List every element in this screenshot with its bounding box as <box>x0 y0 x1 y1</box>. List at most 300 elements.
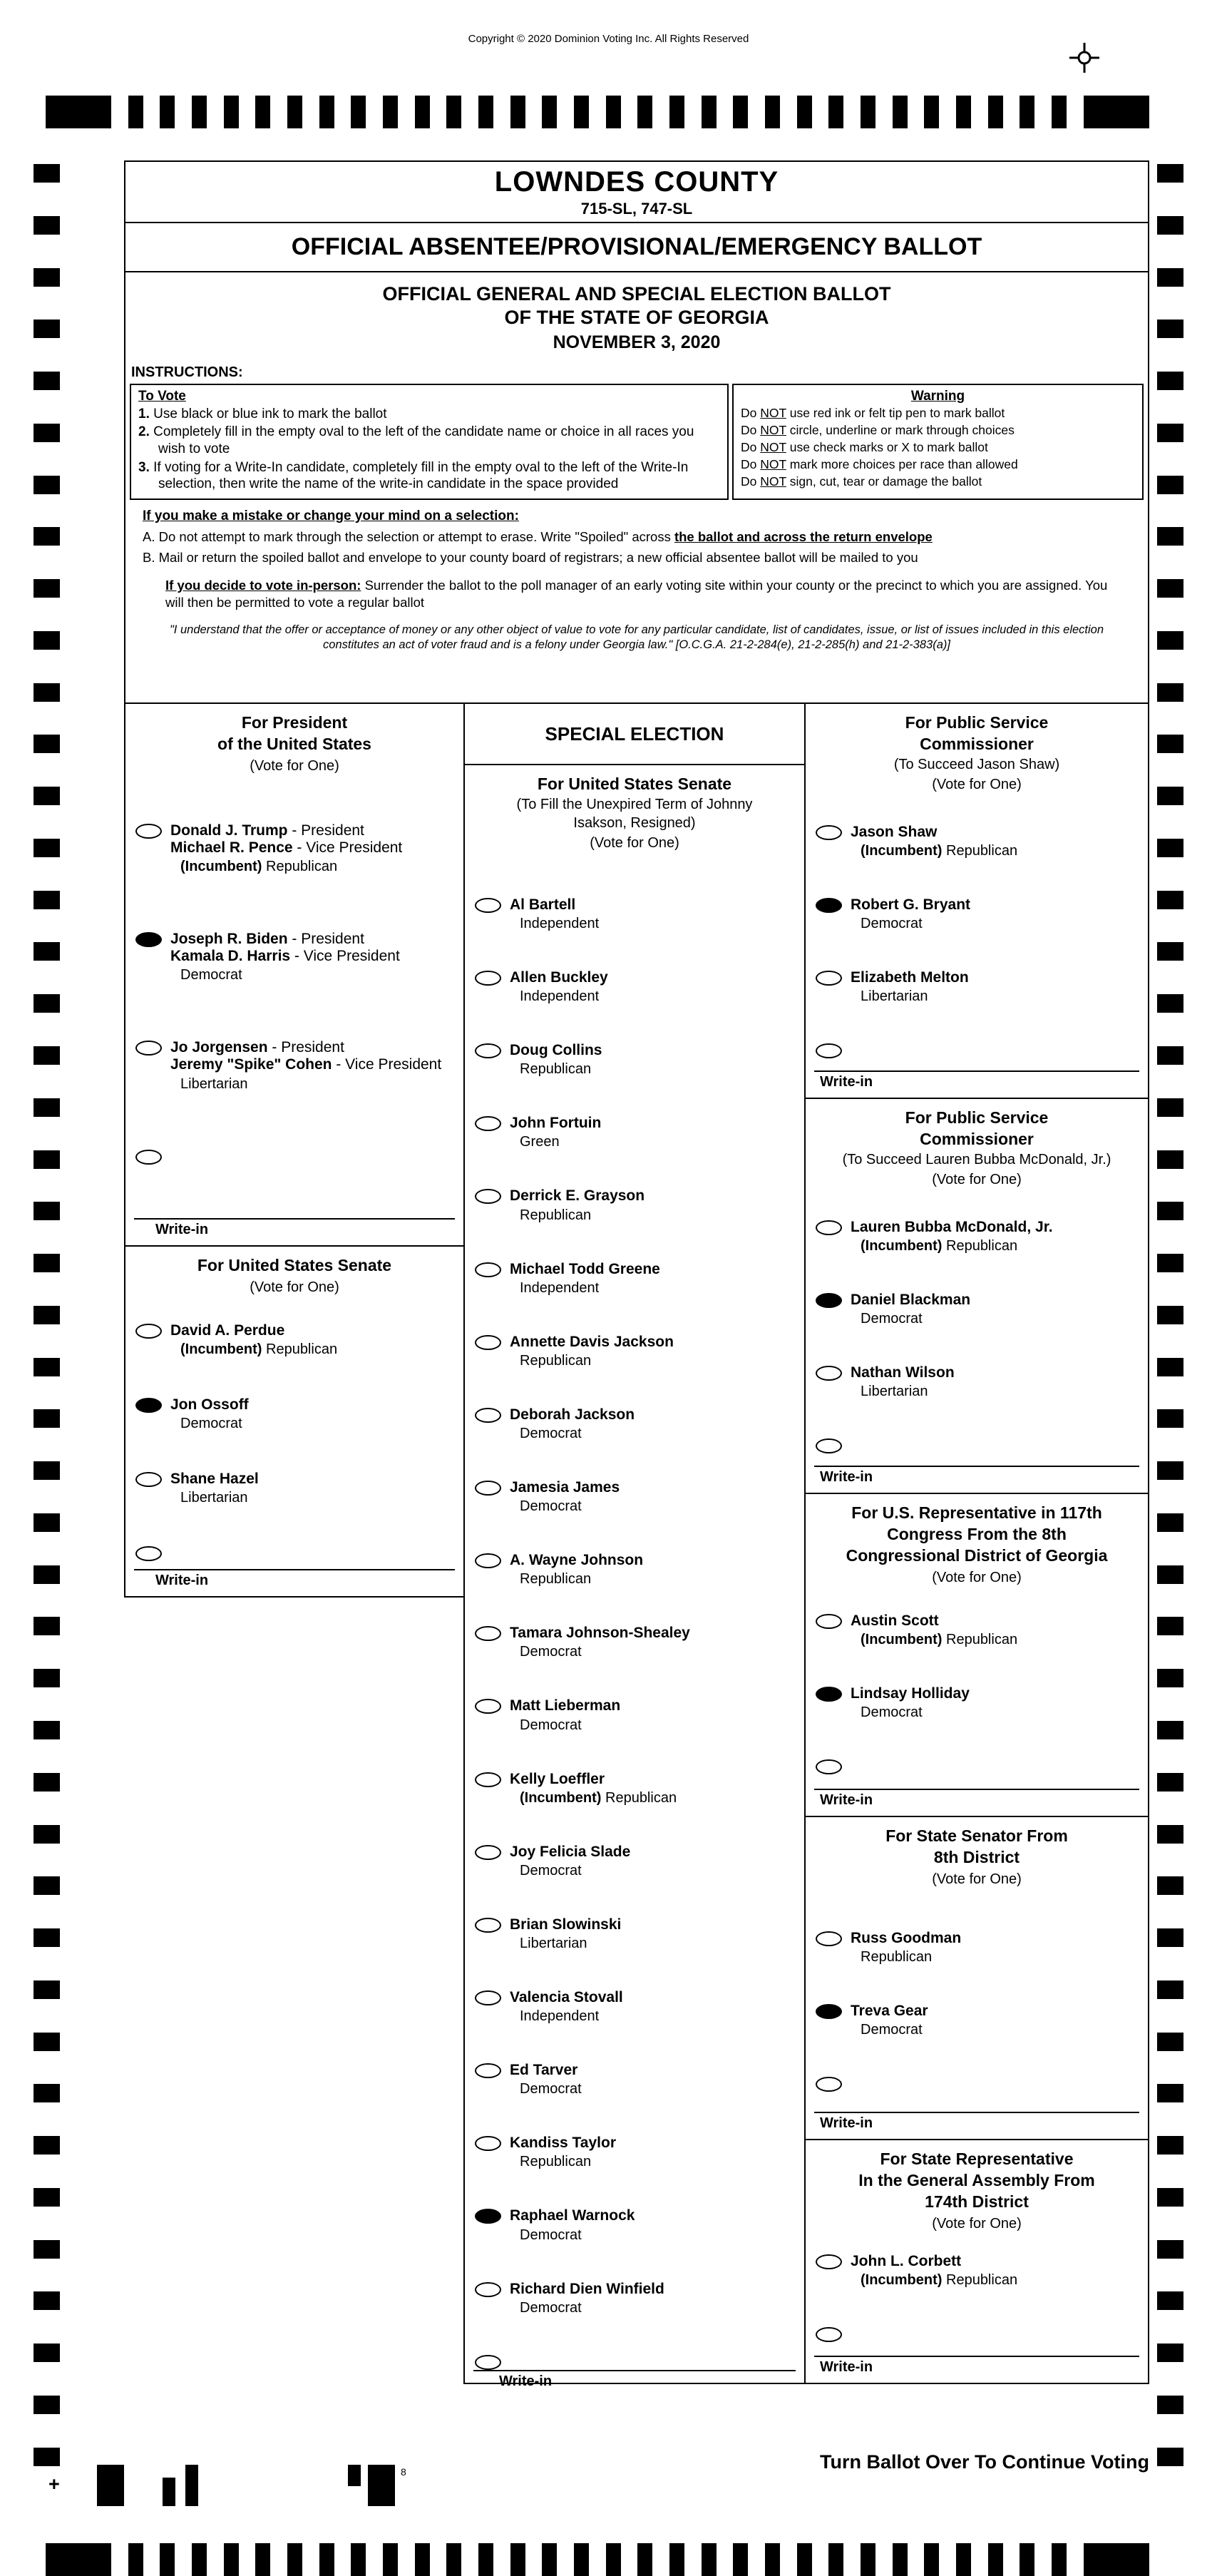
timing-mark <box>34 216 60 235</box>
candidate-party <box>520 1789 677 1806</box>
item-text: Completely fill in the empty oval to the left of the candidate name or choice in all races you wish to vote <box>149 424 694 456</box>
party-name: Independent <box>520 1279 600 1296</box>
contest-title: For President <box>241 713 348 732</box>
write-in-oval[interactable] <box>475 2355 501 2370</box>
candidate-row <box>806 896 1148 932</box>
candidate-office-text: - President <box>287 931 364 948</box>
timing-mark <box>34 1513 60 1532</box>
timing-mark <box>34 2240 60 2259</box>
ballot-oval-empty[interactable] <box>475 1772 501 1787</box>
contest-title: Commissioner <box>920 734 1034 753</box>
timing-mark <box>637 2543 652 2576</box>
timing-mark <box>34 1461 60 1480</box>
candidate-row <box>465 969 804 1005</box>
candidate-party <box>861 2021 928 2038</box>
candidate-name <box>170 1056 441 1073</box>
party-name: Green <box>520 1134 560 1150</box>
ballot-type-title: OFFICIAL ABSENTEE/PROVISIONAL/EMERGENCY BALLOT <box>291 233 982 260</box>
timing-mark <box>542 2543 557 2576</box>
timing-mark <box>1157 891 1183 909</box>
candidate-row <box>465 1115 804 1150</box>
ballot-style-ids: 715-SL, 747-SL <box>580 200 693 218</box>
timing-mark <box>1157 2240 1183 2259</box>
candidate-row <box>465 1989 804 2025</box>
party-name: Republican <box>520 1207 592 1223</box>
timing-mark <box>34 891 60 909</box>
timing-mark <box>446 2543 461 2576</box>
warning-pre: Do <box>741 474 761 489</box>
candidate-party <box>520 1279 660 1297</box>
ballot-oval-empty[interactable] <box>816 1931 842 1946</box>
candidate-name <box>851 1930 961 1947</box>
candidate-name-text: Al Bartell <box>510 896 576 913</box>
timing-mark <box>1157 1202 1183 1220</box>
write-in-oval[interactable] <box>816 1043 842 1058</box>
candidate-row <box>465 1916 804 1952</box>
warning-post: circle, underline or mark through choices <box>786 422 1015 437</box>
timing-mark <box>287 2543 302 2576</box>
timing-mark <box>924 2543 939 2576</box>
timing-mark <box>34 1254 60 1272</box>
candidate-info <box>510 1844 630 1879</box>
timing-mark <box>861 96 875 128</box>
ballot-oval-empty[interactable] <box>816 971 842 986</box>
timing-mark <box>34 2344 60 2362</box>
timing-mark <box>478 2543 493 2576</box>
timing-mark <box>192 96 207 128</box>
candidate-row <box>465 1771 804 1806</box>
warning-not: NOT <box>760 457 786 472</box>
write-in-line[interactable] <box>814 2112 1139 2113</box>
timing-mark <box>1157 2084 1183 2102</box>
candidate-party <box>861 1383 955 1400</box>
to-vote-box <box>130 384 729 500</box>
write-in-line[interactable] <box>814 1070 1139 1072</box>
candidate-name-text: Donald J. Trump <box>170 822 288 839</box>
candidate-row <box>465 1697 804 1733</box>
timing-mark <box>128 2543 143 2576</box>
ballot-oval-empty[interactable] <box>475 1481 501 1496</box>
candidate-info <box>510 2207 635 2243</box>
write-in-line[interactable] <box>814 1466 1139 1467</box>
candidate-party <box>861 1237 1053 1254</box>
candidate-info <box>510 1406 635 1442</box>
timing-mark <box>128 96 143 128</box>
contest-title: 8th District <box>933 1847 1020 1866</box>
instructions-boxes <box>130 384 1144 500</box>
timing-mark <box>765 96 780 128</box>
timing-mark <box>224 96 239 128</box>
write-in-oval[interactable] <box>816 1759 842 1774</box>
party-name: Democrat <box>180 1416 242 1432</box>
candidate-party <box>520 1935 621 1952</box>
mistake-heading: If you make a mistake or change your mind on a selection: <box>143 508 519 523</box>
candidate-name-text: Doug Collins <box>510 1042 602 1059</box>
contest-header <box>125 704 463 775</box>
timing-mark <box>34 631 60 650</box>
candidate-name <box>851 2253 1017 2270</box>
ballot-oval-filled[interactable] <box>816 2004 842 2019</box>
timing-mark <box>1157 527 1183 546</box>
ballot-oval-empty[interactable] <box>475 1335 501 1350</box>
contest-header <box>806 2140 1148 2233</box>
timing-mark <box>1157 1980 1183 1999</box>
timing-mark <box>34 268 60 287</box>
candidate-party <box>861 2271 1017 2289</box>
write-in-line[interactable] <box>134 1218 455 1220</box>
ballot-code-mark <box>368 2465 395 2506</box>
candidate-name <box>510 1406 635 1424</box>
contest-header <box>125 1247 463 1297</box>
candidate-name-text: Jamesia James <box>510 1479 620 1496</box>
candidate-row <box>465 1479 804 1515</box>
timing-mark <box>1157 2448 1183 2466</box>
in-person-heading: If you decide to vote in-person: <box>165 577 361 593</box>
item-text: If voting for a Write-In candidate, completely fill in the empty oval to the left of the Write-In selection, then write the name of the write-in candidate in the space provided <box>149 459 689 492</box>
county-name: LOWNDES COUNTY <box>494 166 779 198</box>
candidate-party <box>520 2080 582 2097</box>
candidate-row <box>465 2135 804 2170</box>
party-name: Independent <box>520 988 600 1005</box>
write-in-label: Write-in <box>820 1074 873 1090</box>
timing-mark <box>34 994 60 1013</box>
candidate-name-text: Jon Ossoff <box>170 1396 249 1414</box>
candidate-info <box>510 1479 620 1515</box>
incumbent-label: (Incumbent) <box>861 842 943 859</box>
candidate-info <box>510 1625 690 1660</box>
party-name: Democrat <box>520 1426 582 1442</box>
candidate-info <box>170 822 402 875</box>
contest-state-senator-8th <box>804 1816 1149 2140</box>
candidate-row <box>465 896 804 932</box>
candidate-name-text: Treva Gear <box>851 2002 928 2019</box>
contest-header <box>806 704 1148 794</box>
candidate-row <box>806 2253 1148 2289</box>
timing-mark <box>319 2543 334 2576</box>
ballot-oval-empty[interactable] <box>475 1845 501 1860</box>
ballot-column-3 <box>804 702 1149 2384</box>
party-name: Republican <box>605 1789 677 1806</box>
candidate-party <box>520 1352 674 1369</box>
candidate-office-text: - President <box>287 822 364 839</box>
candidate-name <box>170 931 400 948</box>
timing-mark <box>34 1202 60 1220</box>
contest-us-rep-8th <box>804 1493 1149 1817</box>
timing-mark <box>1157 735 1183 753</box>
candidate-row <box>125 1039 463 1092</box>
candidate-name <box>851 1364 955 1381</box>
timing-mark <box>34 1876 60 1895</box>
timing-mark <box>1157 268 1183 287</box>
timing-mark <box>224 2543 239 2576</box>
vote-for-instruction: (Vote for One) <box>250 1279 339 1295</box>
party-name: Democrat <box>520 1862 582 1879</box>
ballot-oval-empty[interactable] <box>135 1041 162 1056</box>
candidate-info <box>170 1322 337 1358</box>
timing-mark <box>1157 1461 1183 1480</box>
warning-post: mark more choices per race than allowed <box>786 457 1018 472</box>
instructions-section <box>124 271 1149 704</box>
contest-header <box>806 1494 1148 1587</box>
timing-col-left <box>34 164 60 2466</box>
candidate-name-text: Elizabeth Melton <box>851 969 969 986</box>
warning-item <box>741 405 1135 421</box>
ballot-oval-empty[interactable] <box>475 2063 501 2078</box>
timing-col-right <box>1157 164 1183 2466</box>
ballot-oval-empty[interactable] <box>475 1553 501 1568</box>
timing-mark <box>1157 1773 1183 1792</box>
candidate-row <box>806 824 1148 859</box>
timing-mark <box>542 96 557 128</box>
contest-header <box>806 1099 1148 1189</box>
candidate-party <box>520 1717 620 1734</box>
candidate-party <box>180 1489 259 1506</box>
timing-mark <box>34 1617 60 1635</box>
warning-post: use red ink or felt tip pen to mark ballot <box>786 405 1005 420</box>
ballot-oval-empty[interactable] <box>816 825 842 840</box>
ballot-column-2 <box>463 702 806 2389</box>
candidate-party <box>520 1498 620 1515</box>
write-in-oval[interactable] <box>135 1546 162 1561</box>
vote-for-instruction: (Vote for One) <box>250 757 339 774</box>
write-in-area <box>806 2356 1148 2383</box>
write-in-label: Write-in <box>499 2373 553 2389</box>
candidate-name <box>510 1625 690 1642</box>
timing-mark <box>34 787 60 805</box>
candidate-name <box>510 2207 635 2224</box>
candidate-party <box>520 915 599 932</box>
ballot-oval-filled[interactable] <box>816 898 842 913</box>
ballot-oval-filled[interactable] <box>135 932 162 947</box>
ballot-oval-empty[interactable] <box>475 1189 501 1204</box>
write-in-oval[interactable] <box>816 2327 842 2342</box>
candidate-party <box>520 1425 635 1442</box>
candidate-row <box>806 1364 1148 1400</box>
candidate-row <box>465 1261 804 1297</box>
candidate-name <box>510 1261 660 1278</box>
candidate-party <box>180 1341 337 1358</box>
write-in-oval[interactable] <box>135 1150 162 1165</box>
timing-mark <box>34 1358 60 1376</box>
candidate-name-text: Joseph R. Biden <box>170 931 288 948</box>
mistake-item-b: B. Mail or return the spoiled ballot and envelope to your county board of registrars; a new official absentee ballot will be mailed to you <box>143 549 918 565</box>
vote-for-instruction: (Vote for One) <box>932 1569 1022 1585</box>
contest-title: For State Senator From <box>885 1826 1068 1845</box>
timing-mark <box>1157 372 1183 390</box>
candidate-row <box>806 1930 1148 1966</box>
candidate-party <box>520 1060 602 1078</box>
candidate-party <box>861 1704 970 1721</box>
warning-box <box>732 384 1144 500</box>
candidate-row <box>806 1685 1148 1721</box>
ballot-oval-filled[interactable] <box>135 1398 162 1413</box>
contest-title: Congressional District of Georgia <box>846 1545 1108 1565</box>
ballot-code-mark <box>185 2465 198 2506</box>
timing-mark <box>702 2543 717 2576</box>
write-in-line[interactable] <box>134 1569 455 1570</box>
candidate-info <box>170 1396 249 1432</box>
contest-title: Congress From the 8th <box>887 1524 1067 1543</box>
candidate-name <box>510 1771 677 1788</box>
timing-mark <box>1157 2188 1183 2207</box>
contests-area <box>124 702 1149 2389</box>
ballot-oval-empty[interactable] <box>475 1262 501 1277</box>
candidate-name-text: Shane Hazel <box>170 1471 259 1488</box>
party-name: Democrat <box>520 1498 582 1515</box>
ballot-oval-empty[interactable] <box>475 2136 501 2151</box>
ballot-oval-filled[interactable] <box>475 2209 501 2224</box>
candidate-row <box>465 1187 804 1223</box>
candidate-name-text: Michael Todd Greene <box>510 1260 660 1277</box>
ballot-oval-empty[interactable] <box>135 1472 162 1487</box>
candidate-name-text: Ed Tarver <box>510 2062 578 2079</box>
candidate-party <box>520 1570 643 1588</box>
ballot-oval-empty[interactable] <box>475 1116 501 1131</box>
election-title: OFFICIAL GENERAL AND SPECIAL ELECTION BALLOT <box>382 283 891 305</box>
candidate-info <box>170 1039 441 1092</box>
timing-mark <box>34 1046 60 1065</box>
candidate-party <box>180 1075 441 1093</box>
ballot-oval-empty[interactable] <box>475 1990 501 2005</box>
ballot-code-mark <box>348 2465 361 2486</box>
write-in-oval[interactable] <box>816 1438 842 1453</box>
ballot-oval-empty[interactable] <box>816 1614 842 1629</box>
ballot-oval-empty[interactable] <box>816 1366 842 1381</box>
ballot-oval-empty[interactable] <box>475 898 501 913</box>
candidate-info <box>851 1364 955 1400</box>
ballot-oval-empty[interactable] <box>475 2282 501 2297</box>
timing-mark <box>319 96 334 128</box>
warning-item <box>741 474 1135 490</box>
ballot-oval-empty[interactable] <box>475 1626 501 1641</box>
ballot-oval-filled[interactable] <box>816 1687 842 1702</box>
candidate-name <box>510 1916 621 1933</box>
timing-mark <box>1157 1617 1183 1635</box>
ballot-oval-empty[interactable] <box>475 1408 501 1423</box>
contest-title: In the General Assembly From <box>858 2170 1095 2189</box>
ballot-code-char: 8 <box>401 2466 406 2478</box>
county-header <box>124 160 1149 223</box>
timing-mark <box>351 96 366 128</box>
warning-post: use check marks or X to mark ballot <box>786 440 988 455</box>
candidate-office-text: - President <box>267 1039 344 1056</box>
timing-mark <box>46 96 111 128</box>
ballot-oval-empty[interactable] <box>135 824 162 839</box>
ballot-oval-empty[interactable] <box>475 1043 501 1058</box>
timing-mark <box>1084 96 1149 128</box>
party-name: Republican <box>946 2271 1018 2288</box>
ballot-oval-empty[interactable] <box>475 971 501 986</box>
candidate-name-text: Jeremy "Spike" Cohen <box>170 1056 332 1073</box>
party-name: Democrat <box>520 2081 582 2097</box>
candidate-name-text: Kelly Loeffler <box>510 1770 605 1787</box>
write-in-line[interactable] <box>473 2370 796 2371</box>
ballot-oval-empty[interactable] <box>816 2254 842 2269</box>
timing-mark <box>828 2543 843 2576</box>
candidate-party <box>520 2153 616 2170</box>
candidate-info <box>510 2135 616 2170</box>
party-name: Republican <box>520 1571 592 1588</box>
timing-mark <box>606 2543 621 2576</box>
candidate-name <box>170 1471 259 1488</box>
candidate-info <box>510 1916 621 1952</box>
candidate-name-text: Annette Davis Jackson <box>510 1333 674 1350</box>
timing-mark <box>34 1150 60 1169</box>
candidate-info <box>510 1042 602 1078</box>
candidate-info <box>851 1612 1017 1648</box>
ballot-oval-empty[interactable] <box>135 1324 162 1339</box>
timing-mark <box>956 96 971 128</box>
candidate-row <box>465 2062 804 2097</box>
timing-mark <box>574 96 589 128</box>
timing-mark <box>1157 2291 1183 2310</box>
timing-mark <box>702 96 717 128</box>
timing-mark <box>669 96 684 128</box>
party-name: Libertarian <box>180 1490 248 1506</box>
timing-mark <box>1084 2543 1149 2576</box>
timing-mark <box>415 96 430 128</box>
turn-ballot-over-text: Turn Ballot Over To Continue Voting <box>820 2451 1149 2473</box>
timing-mark <box>1052 2543 1067 2576</box>
write-in-oval[interactable] <box>816 2077 842 2092</box>
ballot-oval-empty[interactable] <box>816 1220 842 1235</box>
timing-mark <box>34 1721 60 1739</box>
candidate-name <box>851 1685 970 1702</box>
candidate-row <box>806 1292 1148 1327</box>
candidate-office-text: - Vice President <box>332 1056 442 1073</box>
timing-mark <box>1157 1513 1183 1532</box>
candidate-name-text: John Fortuin <box>510 1115 602 1132</box>
timing-mark <box>287 96 302 128</box>
contest-title: 174th District <box>925 2192 1029 2211</box>
timing-mark <box>1157 1098 1183 1117</box>
candidate-party <box>861 988 969 1005</box>
timing-mark <box>1157 1565 1183 1584</box>
item-number: 2. <box>138 424 150 440</box>
candidate-name-text: Valencia Stovall <box>510 1989 623 2005</box>
timing-mark <box>34 1669 60 1687</box>
candidate-info <box>510 1697 620 1733</box>
timing-mark <box>160 96 175 128</box>
timing-mark <box>34 372 60 390</box>
candidate-row <box>806 1612 1148 1648</box>
write-in-line[interactable] <box>814 1789 1139 1790</box>
candidate-row <box>125 1322 463 1358</box>
candidate-name <box>510 1697 620 1714</box>
party-name: Democrat <box>861 1704 923 1720</box>
item-text: Use black or blue ink to mark the ballot <box>149 406 387 421</box>
in-person-instructions <box>165 577 1115 611</box>
ballot-oval-empty[interactable] <box>475 1699 501 1714</box>
candidate-info <box>510 2281 664 2316</box>
ballot-oval-empty[interactable] <box>475 1918 501 1933</box>
timing-mark <box>46 2543 111 2576</box>
write-in-line[interactable] <box>814 2356 1139 2357</box>
special-election-banner: SPECIAL ELECTION <box>465 704 804 765</box>
candidate-row <box>465 2281 804 2316</box>
timing-mark <box>34 579 60 598</box>
candidate-party <box>180 858 402 875</box>
ballot-oval-filled[interactable] <box>816 1293 842 1308</box>
party-name: Republican <box>946 842 1018 859</box>
candidate-info <box>170 931 400 983</box>
timing-mark <box>637 96 652 128</box>
candidate-info <box>851 1930 961 1966</box>
contest-special-us-senate <box>463 702 806 2389</box>
timing-mark <box>1157 476 1183 494</box>
candidate-name-text: Robert G. Bryant <box>851 896 971 913</box>
candidate-party <box>520 1862 630 1879</box>
